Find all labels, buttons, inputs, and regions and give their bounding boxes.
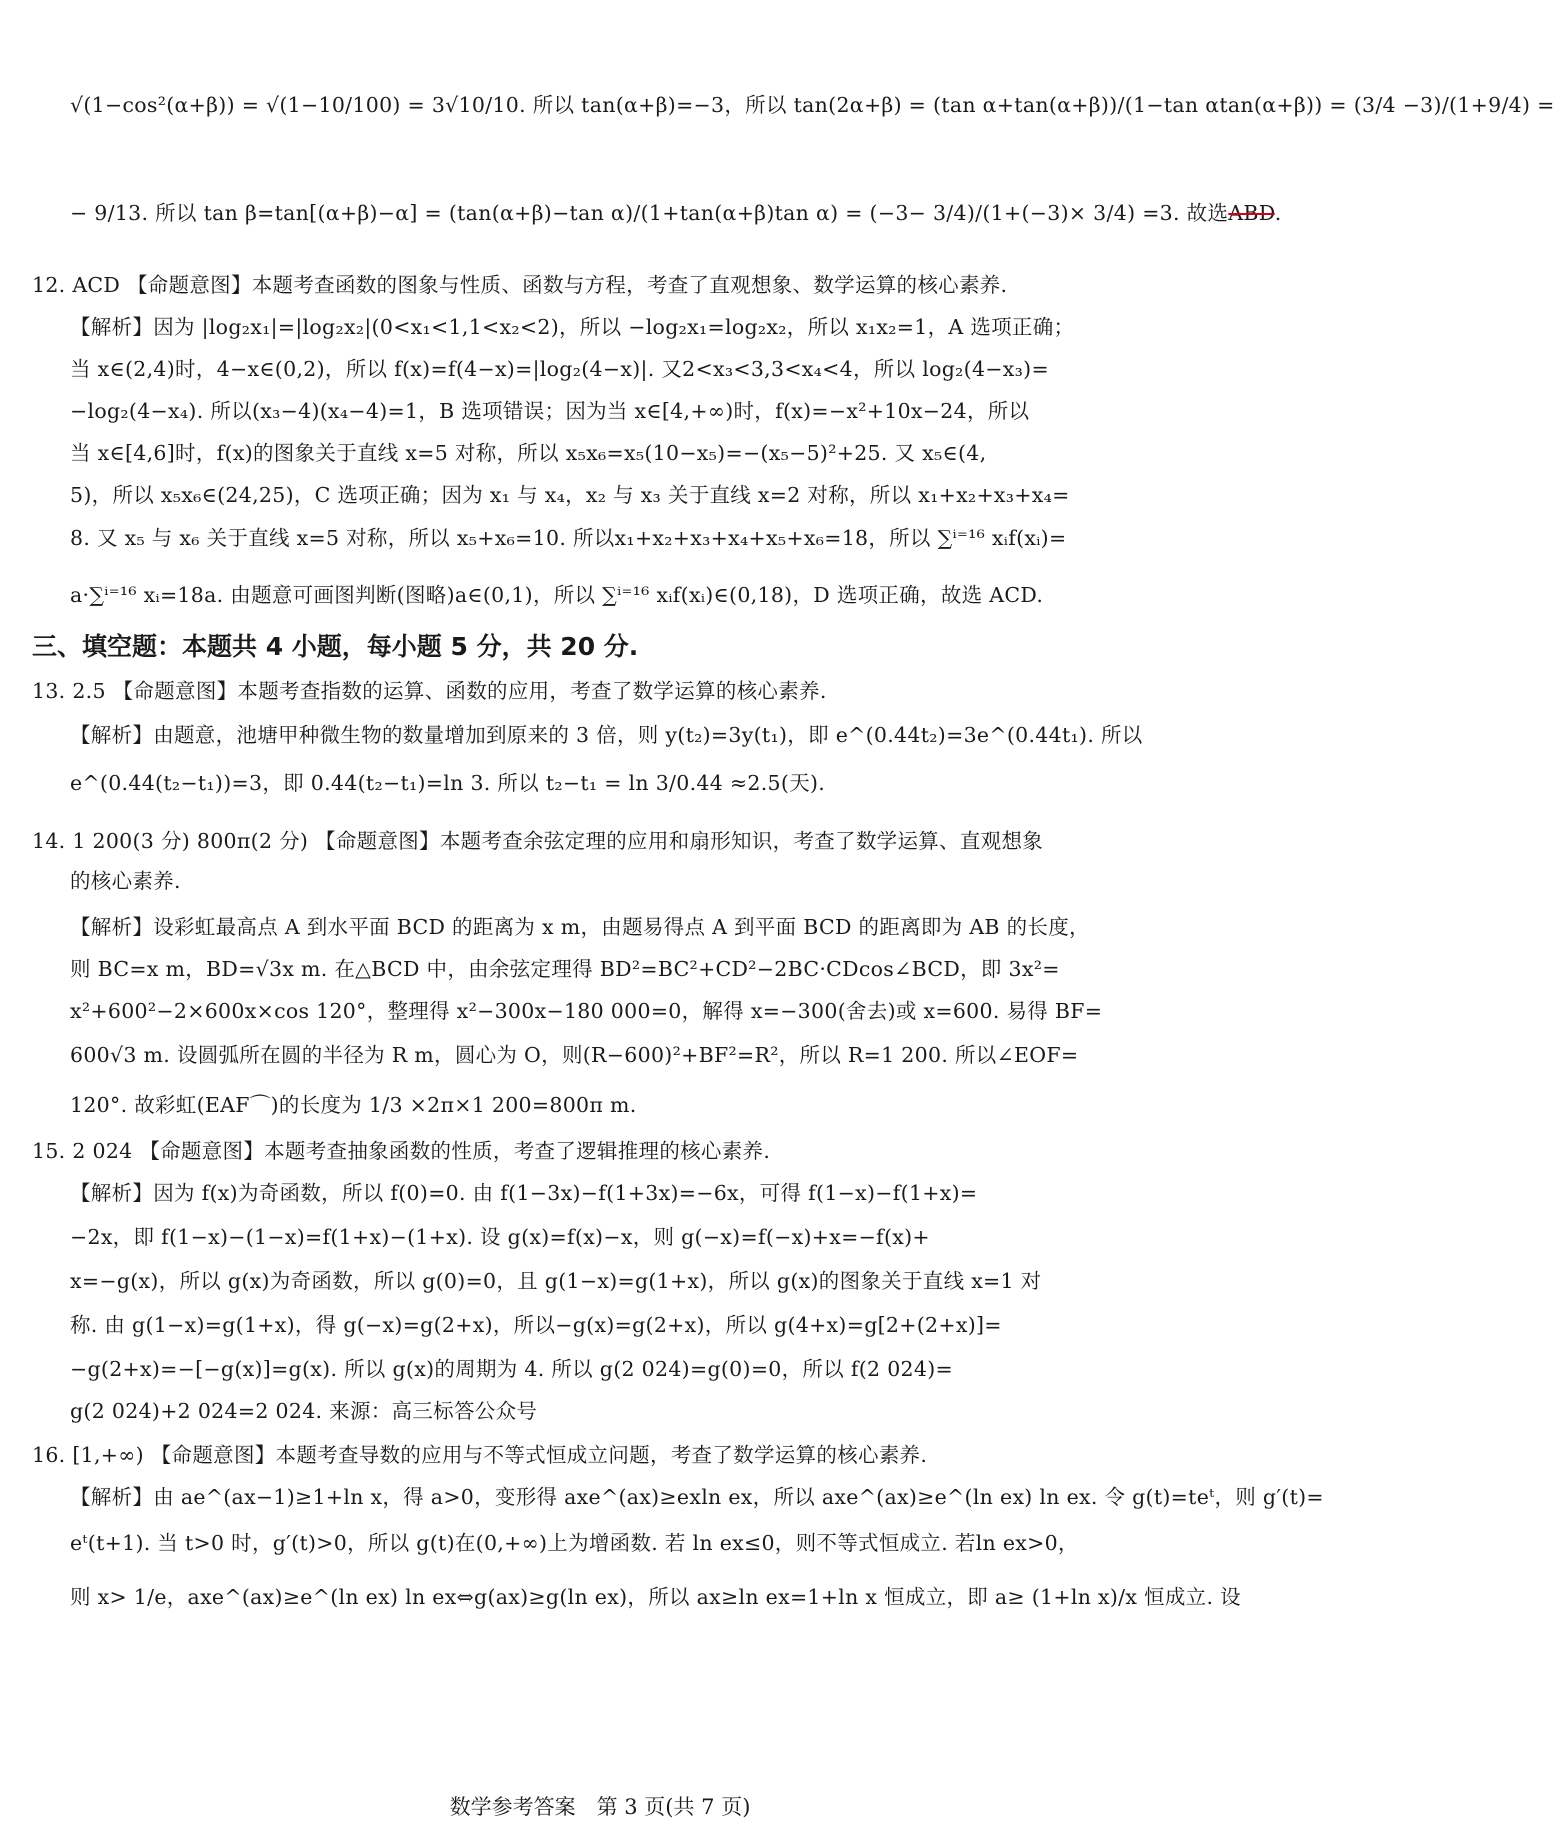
solution-line: 120°. 故彩虹(EAF⌒)的长度为 1/3 ×2π×1 200=800π m. (70, 1093, 637, 1117)
question-15-header: 15. 2 024 【命题意图】本题考查抽象函数的性质，考查了逻辑推理的核心素养. (32, 1139, 771, 1163)
solution-line: x²+600²−2×600x×cos 120°，整理得 x²−300x−180 000=0，解得 x=−300(舍去)或 x=600. 易得 BF= (70, 999, 1103, 1023)
solution-line: −g(2+x)=−[−g(x)]=g(x). 所以 g(x)的周期为 4. 所以 g(2 024)=g(0)=0，所以 f(2 024)= (70, 1357, 953, 1381)
solution-line: 称. 由 g(1−x)=g(1+x)，得 g(−x)=g(2+x)，所以−g(x)=g(2+x)，所以 g(4+x)=g[2+(2+x)]= (70, 1313, 1002, 1337)
solution-line: −2x，即 f(1−x)−(1−x)=f(1+x)−(1+x). 设 g(x)=f(x)−x，则 g(−x)=f(−x)+x=−f(x)+ (70, 1225, 930, 1249)
question-14-header: 14. 1 200(3 分) 800π(2 分) 【命题意图】本题考查余弦定理的应用和扇形知识，考查了数学运算、直观想象 (32, 829, 1044, 853)
solution-line: √(1−cos²(α+β)) = √(1−10/100) = 3√10/10. 所以 tan(α+β)=−3，所以 tan(2α+β) = (tan α+tan(α+β))/(1−tan αtan(α+β)) = (3/4 −3)/(1+9/4) = (70, 93, 1555, 117)
solution-line: 【解析】因为 |log₂x₁|=|log₂x₂|(0<x₁<1,1<x₂<2)，所以 −log₂x₁=log₂x₂，所以 x₁x₂=1，A 选项正确； (70, 315, 1075, 339)
solution-text: − 9/13. 所以 tan β=tan[(α+β)−α] = (tan(α+β)−tan α)/(1+tan(α+β)tan α) = (−3− 3/4)/(1+(−3)× 3/4) =3. 故选 (70, 201, 1229, 225)
solution-line: eᵗ(t+1). 当 t>0 时，g′(t)>0，所以 g(t)在(0,+∞)上为增函数. 若 ln ex≤0，则不等式恒成立. 若ln ex>0， (70, 1531, 1079, 1555)
struck-answer: ABD (1228, 201, 1275, 225)
solution-line: 【解析】因为 f(x)为奇函数，所以 f(0)=0. 由 f(1−3x)−f(1+3x)=−6x，可得 f(1−x)−f(1+x)= (70, 1181, 978, 1205)
solution-line: 的核心素养. (70, 869, 181, 893)
solution-line: 【解析】由题意，池塘甲种微生物的数量增加到原来的 3 倍，则 y(t₂)=3y(t₁)，即 e^(0.44t₂)=3e^(0.44t₁). 所以 (70, 723, 1143, 747)
solution-line: a·∑ⁱ⁼¹⁶ xᵢ=18a. 由题意可画图判断(图略)a∈(0,1)，所以 ∑ⁱ⁼¹⁶ xᵢf(xᵢ)∈(0,18)，D 选项正确，故选 ACD. (70, 583, 1044, 607)
solution-line: 5)，所以 x₅x₆∈(24,25)，C 选项正确；因为 x₁ 与 x₄，x₂ 与 x₃ 关于直线 x=2 对称，所以 x₁+x₂+x₃+x₄= (70, 483, 1070, 507)
solution-line: x=−g(x)，所以 g(x)为奇函数，所以 g(0)=0，且 g(1−x)=g(1+x)，所以 g(x)的图象关于直线 x=1 对 (70, 1269, 1042, 1293)
solution-line: 当 x∈(2,4)时，4−x∈(0,2)，所以 f(x)=f(4−x)=|log₂(4−x)|. 又2<x₃<3,3<x₄<4，所以 log₂(4−x₃)= (70, 357, 1049, 381)
solution-line: 【解析】设彩虹最高点 A 到水平面 BCD 的距离为 x m，由题易得点 A 到平面 BCD 的距离即为 AB 的长度， (70, 915, 1090, 939)
solution-line: 600√3 m. 设圆弧所在圆的半径为 R m，圆心为 O，则(R−600)²+BF²=R²，所以 R=1 200. 所以∠EOF= (70, 1043, 1079, 1067)
solution-line: 【解析】由 ae^(ax−1)≥1+ln x，得 a>0，变形得 axe^(ax)≥exln ex，所以 axe^(ax)≥e^(ln ex) ln ex. 令 g(t)=teᵗ，则 g′(t)= (70, 1485, 1324, 1509)
solution-line: 则 BC=x m，BD=√3x m. 在△BCD 中，由余弦定理得 BD²=BC²+CD²−2BC·CDcos∠BCD，即 3x²= (70, 957, 1060, 981)
solution-line: 则 x> 1/e，axe^(ax)≥e^(ln ex) ln ex⇔g(ax)≥g(ln ex)，所以 ax≥ln ex=1+ln x 恒成立，即 a≥ (1+ln x)/x 恒成立. 设 (70, 1585, 1241, 1609)
solution-line: 8. 又 x₅ 与 x₆ 关于直线 x=5 对称，所以 x₅+x₆=10. 所以x₁+x₂+x₃+x₄+x₅+x₆=18，所以 ∑ⁱ⁼¹⁶ xᵢf(xᵢ)= (70, 526, 1067, 550)
solution-line: 当 x∈[4,6]时，f(x)的图象关于直线 x=5 对称，所以 x₅x₆=x₅(10−x₅)=−(x₅−5)²+25. 又 x₅∈(4, (70, 441, 987, 465)
question-13-header: 13. 2.5 【命题意图】本题考查指数的运算、函数的应用，考查了数学运算的核心素养. (32, 679, 827, 703)
question-12-header: 12. ACD 【命题意图】本题考查函数的图象与性质、函数与方程，考查了直观想象、数学运算的核心素养. (32, 273, 1008, 297)
solution-line: −log₂(4−x₄). 所以(x₃−4)(x₄−4)=1，B 选项错误；因为当 x∈[4,+∞)时，f(x)=−x²+10x−24，所以 (70, 399, 1030, 423)
solution-line: g(2 024)+2 024=2 024. 来源：高三标答公众号 (70, 1399, 538, 1423)
solution-line: e^(0.44(t₂−t₁))=3，即 0.44(t₂−t₁)=ln 3. 所以 t₂−t₁ = ln 3/0.44 ≈2.5(天). (70, 771, 826, 795)
question-16-header: 16. [1,+∞) 【命题意图】本题考查导数的应用与不等式恒成立问题，考查了数学运算的核心素养. (32, 1443, 928, 1467)
section-heading: 三、填空题：本题共 4 小题，每小题 5 分，共 20 分. (32, 632, 639, 661)
solution-line: − 9/13. 所以 tan β=tan[(α+β)−α] = (tan(α+β)−tan α)/(1+tan(α+β)tan α) = (−3− 3/4)/(1+(−3)× 3/4) =3. 故选ABD. (70, 201, 1282, 225)
page-footer: 数学参考答案 第 3 页(共 7 页) (449, 1795, 751, 1819)
